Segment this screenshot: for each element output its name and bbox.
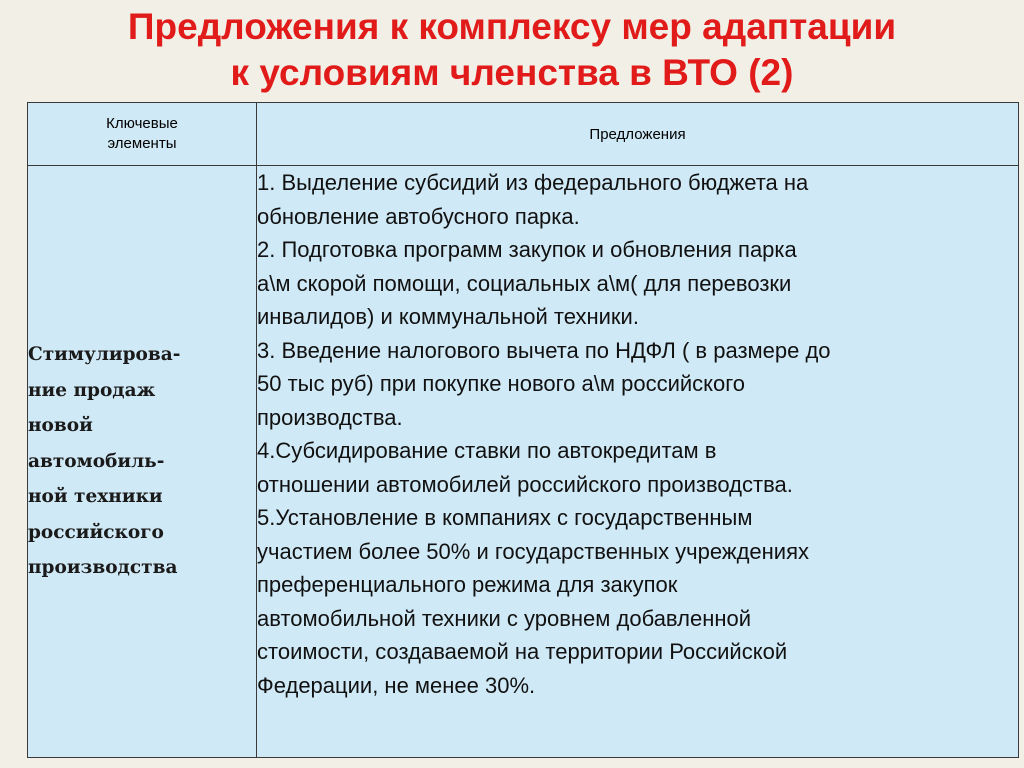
proposal-item: [257, 233, 1018, 334]
proposal-item: [257, 334, 1018, 435]
table-row: [28, 166, 1019, 758]
proposals-cell: [257, 166, 1019, 758]
proposal-line: 3. Введение налогового вычета по НДФЛ ( в размере до: [257, 337, 831, 363]
proposal-line: производства.: [257, 404, 403, 430]
key-element-line: новой: [28, 415, 93, 437]
header-key-elements-line: элементы: [107, 135, 177, 152]
proposal-item: [257, 434, 1018, 501]
key-element-line: Стимулирова-: [28, 344, 181, 366]
key-element-line: ние продаж: [28, 379, 156, 401]
proposal-line: стоимости, создаваемой на территории Российской: [257, 639, 788, 664]
proposal-line: 4.Субсидирование ставки по автокредитам в: [257, 438, 717, 463]
key-element-line: автомобиль-: [28, 450, 165, 472]
key-element-text: [28, 337, 256, 586]
proposal-line: 5.Установление в компаниях с государственным: [257, 505, 753, 530]
key-element-line: российского: [28, 521, 164, 543]
proposal-line: 50 тыс руб) при покупке нового а\м российского: [257, 371, 746, 396]
proposal-item: [257, 166, 1018, 233]
proposal-item: [257, 501, 1018, 702]
key-element-line: производства: [28, 557, 178, 579]
proposal-line: преференциального режима для закупок: [257, 572, 678, 597]
proposal-line: обновление автобусного парка.: [257, 203, 580, 229]
header-key-elements: [28, 103, 257, 166]
proposal-line: 1. Выделение субсидий из федерального бюджета на: [257, 170, 809, 195]
proposal-line: 2. Подготовка программ закупок и обновления парка: [257, 237, 797, 262]
key-element-line: ной техники: [28, 486, 163, 508]
proposals-table: [27, 102, 1019, 758]
proposal-line: инвалидов) и коммунальной техники.: [257, 304, 639, 329]
proposal-line: автомобильной техники с уровнем добавленной: [257, 605, 752, 631]
slide-title: [0, 4, 1024, 96]
proposal-line: а\м скорой помощи, социальных а\м( для перевозки: [257, 270, 792, 296]
proposal-line: участием более 50% и государственных учреждениях: [257, 538, 810, 564]
proposal-line: Федерации, не менее 30%.: [257, 672, 536, 698]
slide-title-line: к условиям членства в ВТО (2): [230, 52, 794, 93]
slide-title-line: Предложения к комплексу мер адаптации: [127, 6, 897, 47]
header-proposals: Предложения: [257, 103, 1019, 166]
table-header-row: [28, 103, 1019, 166]
proposal-line: отношении автомобилей российского производства.: [257, 471, 793, 497]
header-key-elements-line: Ключевые: [106, 115, 178, 132]
key-element-cell: [28, 166, 257, 758]
